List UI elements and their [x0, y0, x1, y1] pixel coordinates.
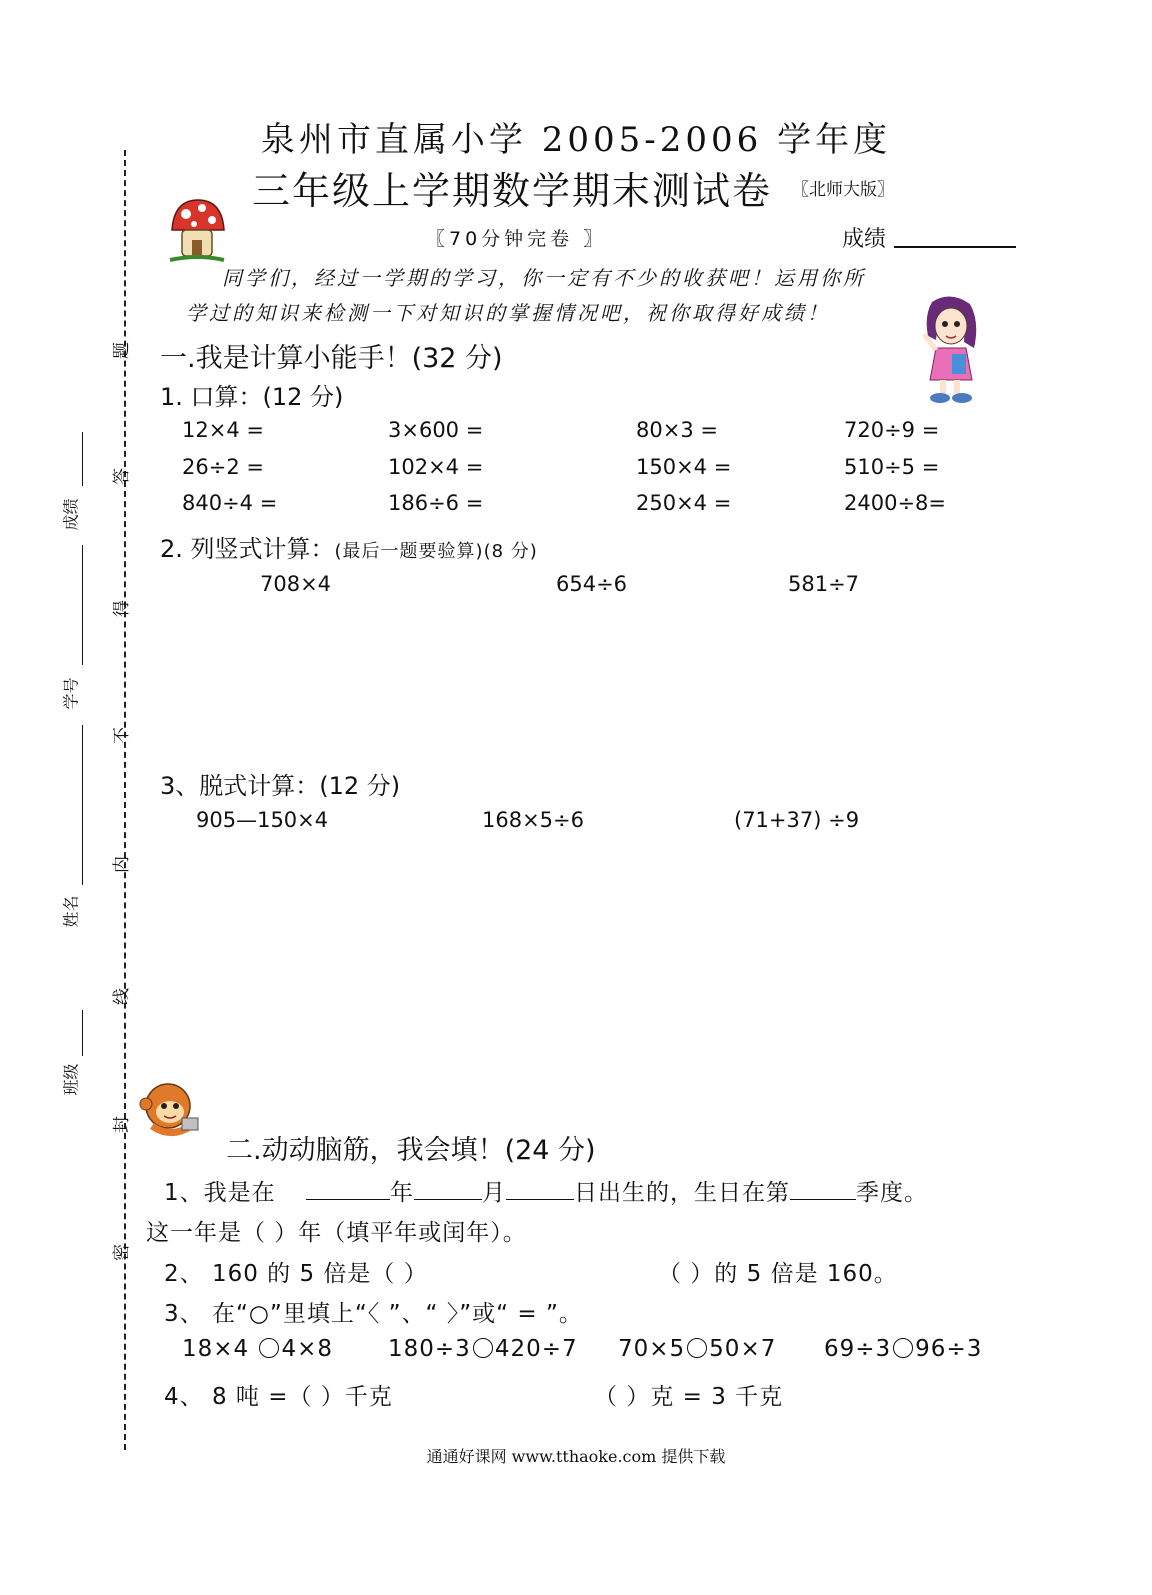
compare-right: 420÷7 — [494, 1336, 578, 1362]
quarter-blank[interactable] — [790, 1198, 856, 1200]
oral-problem: 250×4 = — [636, 491, 732, 515]
binding-char: 密 — [112, 1244, 132, 1261]
vertical-problem: 654÷6 — [556, 572, 628, 596]
compare-item — [182, 1336, 333, 1362]
question-2-left: 2、 160 的 5 倍是（ ） — [164, 1261, 428, 1287]
binding-char: 得 — [112, 600, 132, 617]
footer-credit: 通通好课网 www.tthaoke.com 提供下载 — [426, 1447, 726, 1466]
binding-char: 不 — [112, 727, 132, 744]
part2-note: (最后一题要验算)(8 分) — [334, 541, 538, 562]
intro-line-1: 同学们，经过一学期的学习，你一定有不少的收获吧！运用你所 — [222, 266, 866, 290]
compare-left: 18×4 — [182, 1336, 258, 1362]
compare-right: 50×7 — [709, 1336, 777, 1362]
oral-problem: 80×3 = — [636, 418, 718, 442]
score-blank — [894, 246, 1016, 248]
class-blank — [82, 1010, 83, 1056]
compare-left: 70×5 — [618, 1336, 686, 1362]
q1-text-a: 1、我是在 — [164, 1180, 276, 1206]
part3-title: 3、脱式计算：(12 分) — [160, 772, 401, 800]
binding-char: 答 — [112, 468, 132, 485]
school-title: 泉州市直属小学 2005-2006 学年度 — [260, 120, 892, 160]
q1-text-e: 季度。 — [855, 1180, 928, 1206]
q1-text-b: 年 — [389, 1180, 414, 1206]
binding-char: 封 — [112, 1116, 132, 1133]
vertical-problem: 581÷7 — [788, 572, 860, 596]
question-4-right: （ ）克 = 3 千克 — [594, 1384, 784, 1410]
girl-cartoon-icon — [918, 296, 982, 408]
day-blank[interactable] — [506, 1198, 574, 1200]
binding-char: 内 — [112, 856, 132, 873]
intro-line-2: 学过的知识来检测一下对知识的掌握情况吧，祝你取得好成绩！ — [186, 301, 830, 325]
part1-title: 1. 口算：(12 分) — [160, 383, 344, 411]
part2-heading — [160, 529, 538, 564]
compare-circle[interactable] — [893, 1338, 913, 1358]
compare-left: 180÷3 — [388, 1336, 471, 1362]
compare-item — [388, 1336, 578, 1362]
section1-title: 一.我是计算小能手！(32 分) — [160, 343, 503, 374]
compare-right: 96÷3 — [915, 1336, 983, 1362]
question-1 — [164, 1174, 928, 1207]
q1-text-d: 日出生的，生日在第 — [573, 1180, 790, 1206]
q1-text-c: 月 — [481, 1180, 506, 1206]
score-side-blank — [82, 432, 83, 486]
oral-problem: 26÷2 = — [182, 455, 264, 479]
mushroom-icon — [168, 196, 226, 266]
oral-problem: 12×4 = — [182, 418, 264, 442]
question-3-title: 3、 在“○”里填上“〈 ”、“ 〉”或“ = ”。 — [164, 1301, 583, 1327]
compare-right: 4×8 — [281, 1336, 334, 1362]
class-label: 班级 — [61, 1063, 81, 1096]
oral-problem: 3×600 = — [388, 418, 484, 442]
id-blank — [82, 545, 83, 665]
compare-item — [824, 1336, 982, 1362]
section2-title: 二.动动脑筋，我会填！(24 分) — [226, 1135, 596, 1166]
oral-problem: 840÷4 = — [182, 491, 278, 515]
oral-problem: 510÷5 = — [844, 455, 940, 479]
vertical-problem: 708×4 — [260, 572, 332, 596]
compare-item — [618, 1336, 776, 1362]
binding-char: 线 — [112, 988, 132, 1005]
question-4-left: 4、 8 吨 =（ ）千克 — [164, 1384, 393, 1410]
question-2-right: （ ）的 5 倍是 160。 — [658, 1261, 898, 1287]
oral-problem: 2400÷8= — [844, 491, 946, 515]
time-limit: 〖70分钟完卷 〗 — [426, 228, 607, 250]
oral-problem: 102×4 = — [388, 455, 484, 479]
edition-label: 〖北师大版〗 — [792, 180, 894, 200]
score-side-label: 成绩 — [61, 498, 81, 531]
stepwise-problem: 168×5÷6 — [482, 808, 584, 832]
stepwise-problem: 905—150×4 — [196, 808, 329, 832]
compare-left: 69÷3 — [824, 1336, 892, 1362]
oral-problem: 186÷6 = — [388, 491, 484, 515]
name-label: 姓名 — [61, 895, 81, 928]
compare-circle[interactable] — [259, 1338, 279, 1358]
id-label: 学号 — [61, 677, 81, 710]
monkey-cartoon-icon — [138, 1080, 202, 1140]
binding-char: 题 — [112, 342, 132, 359]
oral-problem: 720÷9 = — [844, 418, 940, 442]
stepwise-problem: (71+37) ÷9 — [734, 808, 860, 832]
question-1-line2: 这一年是（ ）年（填平年或闰年）。 — [146, 1220, 527, 1246]
part2-title: 2. 列竖式计算： — [160, 535, 335, 563]
year-blank[interactable] — [306, 1198, 390, 1200]
name-blank — [82, 725, 83, 885]
compare-circle[interactable] — [473, 1338, 493, 1358]
compare-circle[interactable] — [687, 1338, 707, 1358]
month-blank[interactable] — [414, 1198, 482, 1200]
exam-title: 三年级上学期数学期末测试卷 — [252, 169, 773, 213]
score-label: 成绩 — [842, 227, 887, 252]
oral-problem: 150×4 = — [636, 455, 732, 479]
